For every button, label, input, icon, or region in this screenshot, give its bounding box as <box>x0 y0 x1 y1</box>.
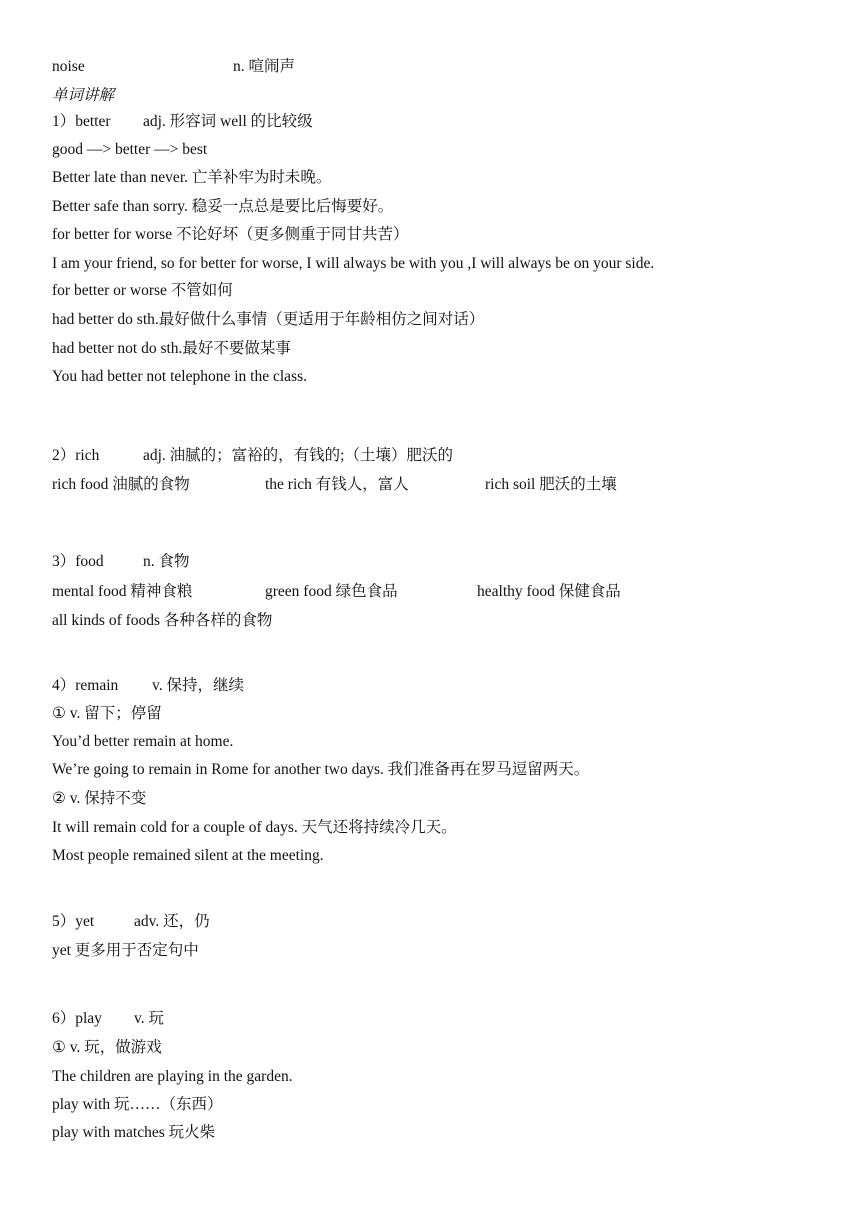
definition: adv. 还，仍 <box>134 913 210 930</box>
text-line: good —> better —> best <box>52 141 208 158</box>
text-line: Better safe than sorry. 稳妥一点总是要比后悔要好。 <box>52 198 394 215</box>
text-line: for better or worse 不管如何 <box>52 282 233 299</box>
section-heading: 单词讲解 <box>52 87 115 104</box>
definition: adj. 油腻的；富裕的，有钱的;（土壤）肥沃的 <box>143 447 453 464</box>
word: noise <box>52 58 85 75</box>
text-line: I am your friend, so for better for worse, I will always be with you ,I will always be on your side. <box>52 255 655 272</box>
text-line: It will remain cold for a couple of days. 天气还将持续冷几天。 <box>52 819 457 836</box>
entry-heading: 2）rich <box>52 447 100 464</box>
text-line: rich food 油腻的食物 <box>52 476 190 493</box>
text-line: play with 玩……（东西） <box>52 1096 223 1113</box>
definition: v. 保持，继续 <box>152 677 244 694</box>
text-line: had better do sth.最好做什么事情（更适用于年龄相仿之间对话） <box>52 311 485 328</box>
text-line: green food 绿色食品 <box>265 583 398 600</box>
text-line: Better late than never. 亡羊补牢为时未晚。 <box>52 169 332 186</box>
text-line: the rich 有钱人，富人 <box>265 476 409 493</box>
vocab-line <box>52 57 85 77</box>
entry-heading: 1）better <box>52 113 111 130</box>
text-line: mental food 精神食粮 <box>52 583 193 600</box>
text-line: yet 更多用于否定句中 <box>52 942 199 959</box>
text-line: rich soil 肥沃的土壤 <box>485 476 617 493</box>
text-line: play with matches 玩火柴 <box>52 1124 216 1141</box>
entry-heading: 3）food <box>52 553 104 570</box>
text-line: ② v. 保持不变 <box>52 790 147 807</box>
text-line: We’re going to remain in Rome for another two days. 我们准备再在罗马逗留两天。 <box>52 761 590 778</box>
definition: adj. 形容词 well 的比较级 <box>143 113 313 130</box>
definition: n. 食物 <box>143 553 190 570</box>
text-line: all kinds of foods 各种各样的食物 <box>52 612 273 629</box>
entry-heading: 4）remain <box>52 677 119 694</box>
text-line: had better not do sth.最好不要做某事 <box>52 340 291 357</box>
text-line: healthy food 保健食品 <box>477 583 621 600</box>
text-line: The children are playing in the garden. <box>52 1068 293 1085</box>
text-line: ① v. 玩，做游戏 <box>52 1039 162 1056</box>
text-line: You’d better remain at home. <box>52 733 234 750</box>
entry-heading: 6）play <box>52 1010 102 1027</box>
text-line: Most people remained silent at the meeting. <box>52 847 324 864</box>
text-line: for better for worse 不论好坏（更多侧重于同甘共苦） <box>52 226 409 243</box>
text-line: You had better not telephone in the class. <box>52 368 307 385</box>
definition: n. 喧闹声 <box>233 58 296 75</box>
text-line: ① v. 留下；停留 <box>52 705 162 722</box>
entry-heading: 5）yet <box>52 913 95 930</box>
definition: v. 玩 <box>134 1010 164 1027</box>
